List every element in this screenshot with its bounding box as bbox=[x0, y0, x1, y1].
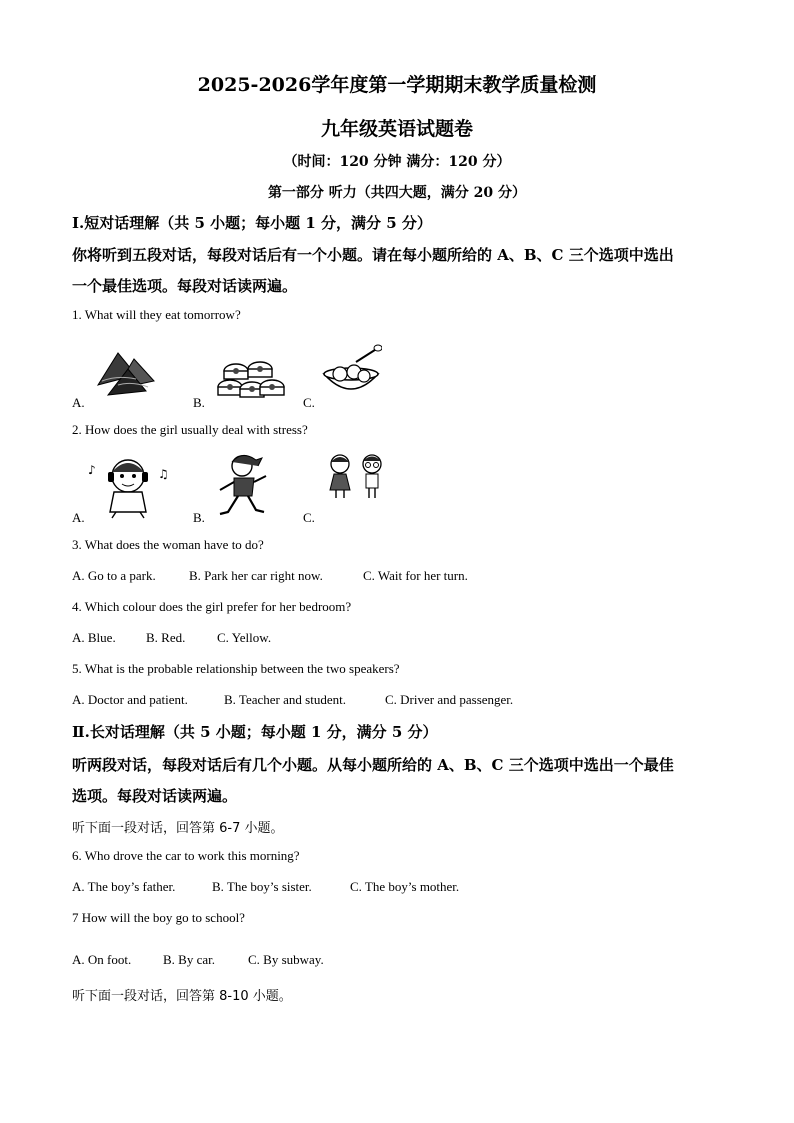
question-2-option-b: B. bbox=[193, 510, 205, 525]
mooncakes-icon bbox=[214, 355, 286, 405]
question-7-option-b: B. By car. bbox=[163, 952, 215, 967]
question-3-option-c: C. Wait for her turn. bbox=[363, 568, 468, 583]
svg-text:♫: ♫ bbox=[158, 467, 169, 481]
section-1-heading: Ⅰ.短对话理解（共 5 小题；每小题 1 分，满分 5 分） bbox=[72, 214, 432, 232]
question-7-option-c: C. By subway. bbox=[248, 952, 324, 967]
section-2-instruction-line2: 选项。每段对话读两遍。 bbox=[72, 787, 238, 805]
zongzi-icon bbox=[88, 345, 166, 403]
dialog-2-note: 听下面一段对话，回答第 8-10 小题。 bbox=[72, 989, 292, 1004]
dialog-1-note: 听下面一段对话，回答第 6-7 小题。 bbox=[72, 821, 284, 836]
girl-listening-music-icon bbox=[86, 452, 170, 520]
question-2-option-a: A. bbox=[72, 510, 85, 525]
question-6-option-b: B. The boy’s sister. bbox=[212, 879, 312, 894]
svg-text:♪: ♪ bbox=[88, 463, 96, 477]
girl-running-icon bbox=[210, 452, 272, 520]
question-6-text: 6. Who drove the car to work this morning? bbox=[72, 848, 300, 863]
question-5-option-c: C. Driver and passenger. bbox=[385, 692, 514, 707]
section-2-instruction-line1: 听两段对话，每段对话后有几个小题。从每小题所给的 A、B、C 三个选项中选出一个最佳 bbox=[72, 756, 674, 774]
question-2-option-c: C. bbox=[303, 510, 315, 525]
section-1-instruction-line2: 一个最佳选项。每段对话读两遍。 bbox=[72, 277, 298, 295]
question-6-option-c: C. The boy’s mother. bbox=[350, 879, 460, 894]
question-4-text: 4. Which colour does the girl prefer for her bedroom? bbox=[72, 599, 352, 614]
exam-subtitle: 九年级英语试题卷 bbox=[320, 118, 473, 140]
question-5-option-b: B. Teacher and student. bbox=[224, 692, 346, 707]
question-1-text: 1. What will they eat tomorrow? bbox=[72, 307, 241, 322]
question-5-text: 5. What is the probable relationship between the two speakers? bbox=[72, 661, 400, 676]
exam-title: 2025-2026学年度第一学期期末教学质量检测 bbox=[197, 74, 597, 96]
question-3-text: 3. What does the woman have to do? bbox=[72, 537, 264, 552]
part-title: 第一部分 听力（共四大题，满分 20 分） bbox=[267, 185, 527, 201]
question-4-option-b: B. Red. bbox=[146, 630, 186, 645]
kids-talking-icon bbox=[322, 452, 392, 500]
question-1-option-a: A. bbox=[72, 395, 85, 410]
question-3-option-b: B. Park her car right now. bbox=[189, 568, 323, 583]
question-4-option-a: A. Blue. bbox=[72, 630, 116, 645]
section-2-heading: Ⅱ.长对话理解（共 5 小题；每小题 1 分，满分 5 分） bbox=[72, 723, 438, 741]
question-4-option-c: C. Yellow. bbox=[217, 630, 272, 645]
tangyuan-bowl-icon bbox=[320, 344, 382, 402]
section-1-instruction-line1: 你将听到五段对话，每段对话后有一个小题。请在每小题所给的 A、B、C 三个选项中选出 bbox=[72, 246, 674, 264]
question-1-option-b: B. bbox=[193, 395, 205, 410]
question-3-option-a: A. Go to a park. bbox=[72, 568, 156, 583]
question-2-text: 2. How does the girl usually deal with stress? bbox=[72, 422, 308, 437]
time-info: （时间：120 分钟 满分：120 分） bbox=[283, 154, 511, 170]
question-6-option-a: A. The boy’s father. bbox=[72, 879, 176, 894]
question-7-option-a: A. On foot. bbox=[72, 952, 132, 967]
question-7-text: 7 How will the boy go to school? bbox=[72, 910, 245, 925]
question-1-option-c: C. bbox=[303, 395, 315, 410]
question-5-option-a: A. Doctor and patient. bbox=[72, 692, 188, 707]
